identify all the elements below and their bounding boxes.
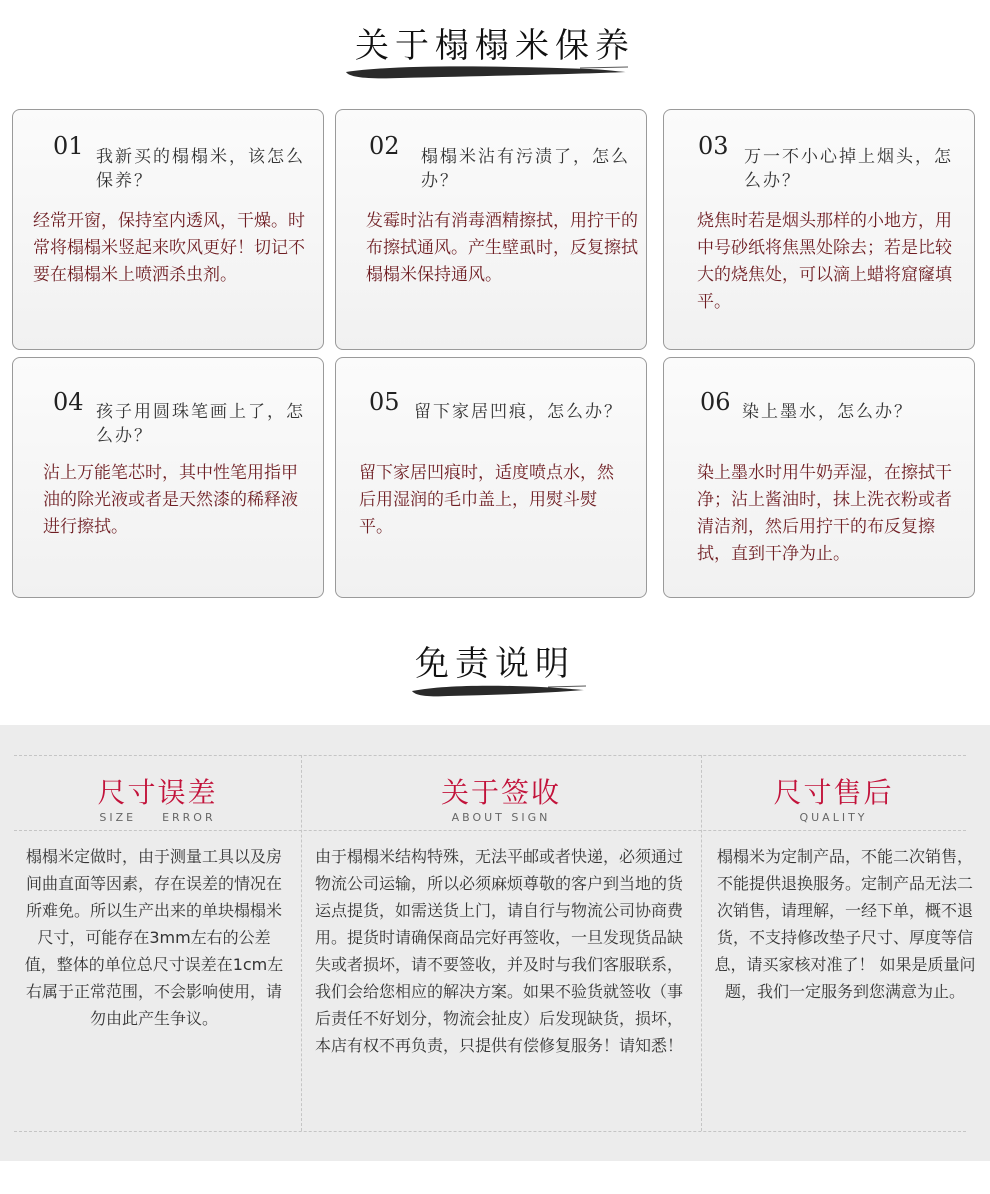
quality-subtitle: QUALITY — [799, 811, 868, 824]
card-answer: 沾上万能笔芯时，其中性笔用指甲油的除光液或者是天然漆的稀释液进行擦拭。 — [43, 463, 298, 537]
card-question: 我新买的榻榻米，该怎么保养？ — [96, 147, 305, 191]
quality-title: 尺寸售后 — [773, 776, 894, 809]
about-sign-subtitle: ABOUT SIGN — [451, 811, 551, 824]
card-question: 万一不小心掉上烟头，怎么办？ — [744, 147, 953, 191]
card-number: 05 — [369, 388, 400, 416]
disclaimer-panel — [0, 725, 990, 1161]
card-question: 榻榻米沾有污渍了，怎么办？ — [421, 147, 630, 191]
care-card-04 — [12, 357, 324, 598]
size-error-subtitle: SIZE ERROR — [99, 811, 216, 824]
care-card-03 — [663, 109, 975, 350]
card-question: 留下家居凹痕，怎么办？ — [414, 402, 623, 422]
brush-stroke-decoration — [408, 680, 588, 700]
care-card-06 — [663, 357, 975, 598]
size-error-body: 榻榻米定做时，由于测量工具以及房间曲直面等因素，存在误差的情况在所难免。所以生产出来的单块榻榻米尺寸，可能存在3mm左右的公差值，整体的单位总尺寸误差在1cm左右属于正常范围，不会影响使用，请勿由此产生争议。 — [24, 847, 284, 1028]
card-number: 03 — [698, 132, 729, 160]
card-question: 染上墨水，怎么办？ — [742, 402, 913, 422]
care-card-05 — [335, 357, 647, 598]
card-number: 06 — [700, 388, 731, 416]
card-answer: 染上墨水时用牛奶弄湿，在擦拭干净；沾上酱油时，抹上洗衣粉或者清洁剂，然后用拧干的布反复擦拭，直到干净为止。 — [697, 463, 952, 564]
card-question: 孩子用圆珠笔画上了，怎么办？ — [96, 402, 305, 446]
divider — [14, 830, 966, 831]
care-card-02 — [335, 109, 647, 350]
card-answer: 留下家居凹痕时，适度喷点水，然后用湿润的毛巾盖上，用熨斗熨平。 — [359, 463, 614, 537]
about-sign-title: 关于签收 — [440, 776, 561, 809]
divider — [14, 755, 966, 756]
quality-body: 榻榻米为定制产品，不能二次销售，不能提供退换服务。定制产品无法二次销售，请理解，一经下单，概不退货，不支持修改垫子尺寸、厚度等信息，请买家核对准了！ 如果是质量问题，我们一定服务到您满意为止。 — [714, 847, 976, 1001]
care-section-title: 关于榻榻米保养 — [355, 26, 635, 66]
card-number: 01 — [53, 132, 84, 160]
divider — [14, 1131, 966, 1132]
disclaimer-section-title: 免责说明 — [415, 644, 575, 684]
about-sign-body: 由于榻榻米结构特殊，无法平邮或者快递，必须通过物流公司运输，所以必须麻烦尊敬的客户到当地的货运点提货，如需送货上门，请自行与物流公司协商费用。提货时请确保商品完好再签收，一旦发现货品缺失或者损坏，请不要签收，并及时与我们客服联系，我们会给您相应的解决方案。如果不验货就签收（事后责任不好划分，物流会扯皮）后发现缺货，损坏，本店有权不再负责，只提供有偿修复服务！请知悉！ — [315, 847, 684, 1055]
size-error-title: 尺寸误差 — [97, 776, 218, 809]
brush-stroke-decoration — [340, 60, 630, 82]
card-answer: 烧焦时若是烟头那样的小地方，用中号砂纸将焦黑处除去；若是比较大的烧焦处，可以滴上蜡将窟窿填平。 — [697, 211, 952, 312]
care-card-01 — [12, 109, 324, 350]
card-number: 02 — [369, 132, 400, 160]
card-number: 04 — [53, 388, 84, 416]
card-answer: 经常开窗，保持室内透风，干燥。时常将榻榻米竖起来吹风更好！切记不要在榻榻米上喷洒杀虫剂。 — [33, 211, 305, 285]
card-answer: 发霉时沾有消毒酒精擦拭，用拧干的布擦拭通风。产生壁虱时，反复擦拭榻榻米保持通风。 — [366, 211, 638, 285]
